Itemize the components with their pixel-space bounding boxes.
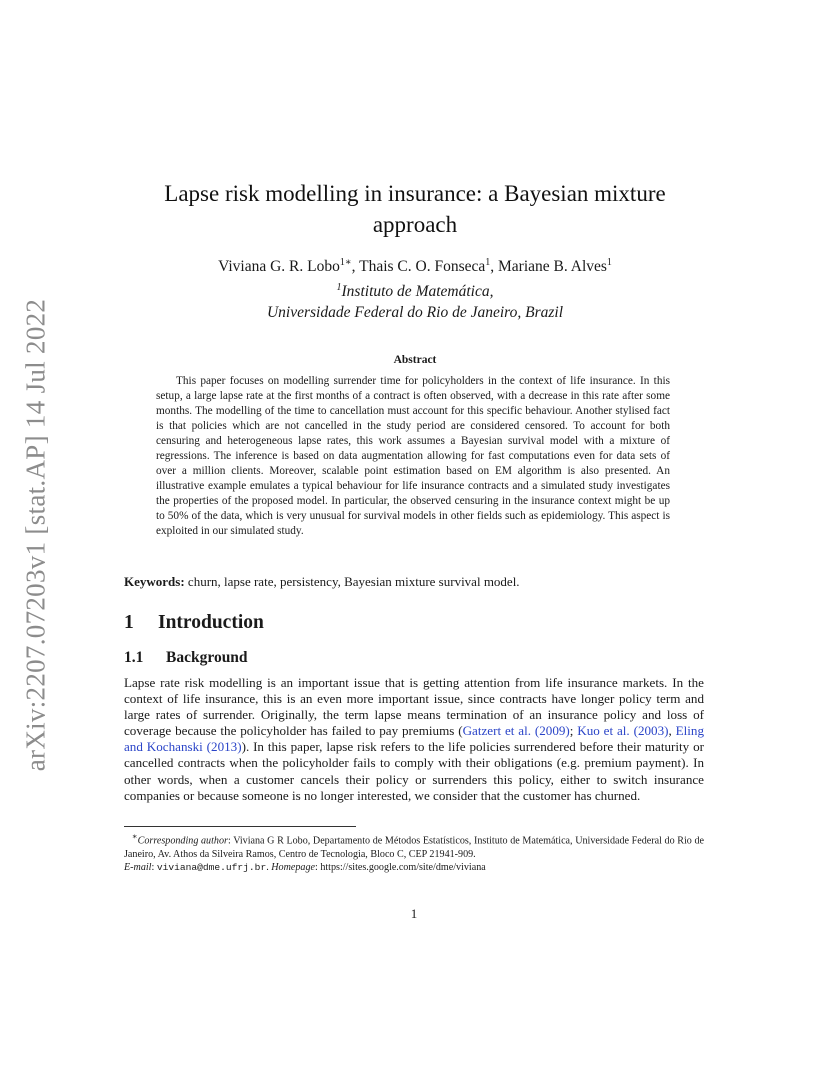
section-number: 1 bbox=[124, 612, 134, 633]
section-heading bbox=[124, 612, 264, 634]
body-text: ). In this paper, lapse risk refers to the life policies surrendered before their maturity or cancelled contracts when the policyholder fails to comply with their obligations (e.g. premium payment). In other words, when a customer cancels their policy or surrenders this policy, either to switch insurance companies or because someone is no longer interested, we consider that the customer has churned. bbox=[124, 739, 705, 803]
author-affiliation-mark: 1∗ bbox=[339, 257, 352, 268]
author-affiliation-mark: 1 bbox=[606, 257, 612, 268]
citation-year: 2009 bbox=[539, 723, 566, 739]
affiliation-mark: 1 bbox=[336, 282, 342, 294]
citation-author: Kuo et al. bbox=[577, 723, 630, 739]
footnote-label: Corresponding author bbox=[137, 835, 228, 847]
subsection-title: Background bbox=[166, 649, 248, 666]
section-title: Introduction bbox=[158, 612, 264, 633]
page-number: 1 bbox=[410, 906, 418, 921]
keywords-label: Keywords: bbox=[124, 574, 185, 589]
citation-year: 2013 bbox=[211, 739, 238, 755]
author-name: Mariane B. Alves bbox=[498, 258, 607, 276]
abstract-heading: Abstract bbox=[393, 354, 437, 366]
homepage-url[interactable]: https://sites.google.com/site/dme/viviana bbox=[320, 861, 486, 873]
citation-link[interactable]: Eling and Kochanski (2013) bbox=[124, 723, 704, 755]
arxiv-sidebar-identifier bbox=[4, 290, 68, 780]
subsection-number: 1.1 bbox=[124, 649, 144, 666]
author-name: Thais C. O. Fonseca bbox=[359, 258, 486, 276]
affiliation-institute: Instituto de Matemática, bbox=[341, 283, 494, 301]
abstract-text: This paper focuses on modelling surrender time for policyholders in the context of life insurance. In this setup, a large lapse rate at the first months of a contract is often observed, with a decrease in this rate after some months. The modelling of the time to cancellation must account for this specific behaviour. Another stylised fact is that policies which are not cancelled in the study period are considered censored. To account for both censuring and heterogeneous lapse rates, this work assumes a Bayesian survival model with a mixture of regressions. The inference is based on data augmentation allowing for fast computations even for data sets of over a million clients. Moreover, scalable point estimation based on EM algorithm is also presented. An illustrative example emulates a typical behaviour for life insurance contracts and a simulated study investigates the properties of the proposed model. In particular, the observed censuring in the insurance context might be up to 50% of the data, which is very unusual for survival models in other fields such as epidemiology. This aspect is exploited in our simulated study. bbox=[156, 375, 670, 537]
homepage-label: Homepage bbox=[271, 861, 315, 873]
author-block: Viviana G. R. Lobo$^{1∗}$, Thais C. O. Fonseca$^1$, Mariane B. Alves$^1$ $^1$Instituto de Matemática, Universidade Federal do Rio de Janeiro, Brazil bbox=[150, 252, 680, 323]
citation-year: 2003 bbox=[637, 723, 665, 739]
citation-author: Eling and Kochanski bbox=[124, 723, 704, 755]
email-label: E-mail bbox=[124, 861, 152, 873]
keywords-line bbox=[124, 574, 714, 590]
footnote-rule bbox=[124, 826, 356, 827]
footnote-text: : Viviana G R Lobo, Departamento de Métodos Estatísticos, Instituto de Matemática, Universidade Federal do Rio de Janeiro, Av. Athos da Silveira Ramos, Centro de Tecnologia, Bloco C, CEP 21941-909. bbox=[124, 835, 704, 860]
citation-link[interactable]: Gatzert et al. (2009) bbox=[462, 723, 570, 739]
citation-author: Gatzert et al. bbox=[462, 723, 531, 739]
email-address[interactable]: viviana@dme.ufrj.br bbox=[156, 861, 267, 873]
body-paragraph: Lapse rate risk modelling is an important issue that is getting attention from life insurance markets. In the context of life insurance, this is an even more important issue, since contracts have longer policy term and large rates of surrender. Originally, the term lapse means termination of an insurance policy and loss of coverage because the policyholder has failed to pay premiums (Gatzert et al. (2009); Kuo et al. (2003), Eling and Kochanski (2013)). In this paper, lapse risk refers to the life policies surrendered before their maturity or cancelled contracts when the policyholder fails to comply with their obligations (e.g. premium payment). In other words, when a customer cancels their policy or surrenders this policy, either to switch insurance companies or because someone is no longer interested, we consider that the customer has churned. bbox=[124, 675, 705, 803]
affiliation-university: Universidade Federal do Rio de Janeiro, Brazil bbox=[266, 304, 564, 322]
author-name: Viviana G. R. Lobo bbox=[218, 258, 340, 276]
subsection-heading bbox=[124, 649, 248, 667]
citation-link[interactable]: Kuo et al. (2003) bbox=[577, 723, 669, 739]
affiliation-line bbox=[150, 277, 680, 302]
footnote-author-line bbox=[124, 830, 704, 861]
footnote-contact-line: E-mail: viviana@dme.ufrj.br. Homepage: https://sites.google.com/site/dme/viviana bbox=[124, 861, 486, 873]
footnote-mark: ∗ bbox=[131, 832, 138, 841]
paper-title: Lapse risk modelling in insurance: a Bayesian mixture approach bbox=[164, 181, 666, 237]
keywords-text: churn, lapse rate, persistency, Bayesian mixture survival model. bbox=[184, 574, 520, 589]
body-text: Lapse rate risk modelling is an important issue that is getting attention from life insurance markets. In the context of life insurance, this is an even more important issue, since contracts have longer policy term and large rates of surrender. Originally, the term lapse means termination of an insurance policy and loss of coverage because the policyholder has failed to pay premiums ( bbox=[124, 675, 704, 739]
footnote bbox=[124, 830, 704, 874]
author-affiliation-mark: 1 bbox=[485, 257, 491, 268]
arxiv-id-text: arXiv:2207.07203v1 [stat.AP] 14 Jul 2022 bbox=[20, 298, 51, 772]
